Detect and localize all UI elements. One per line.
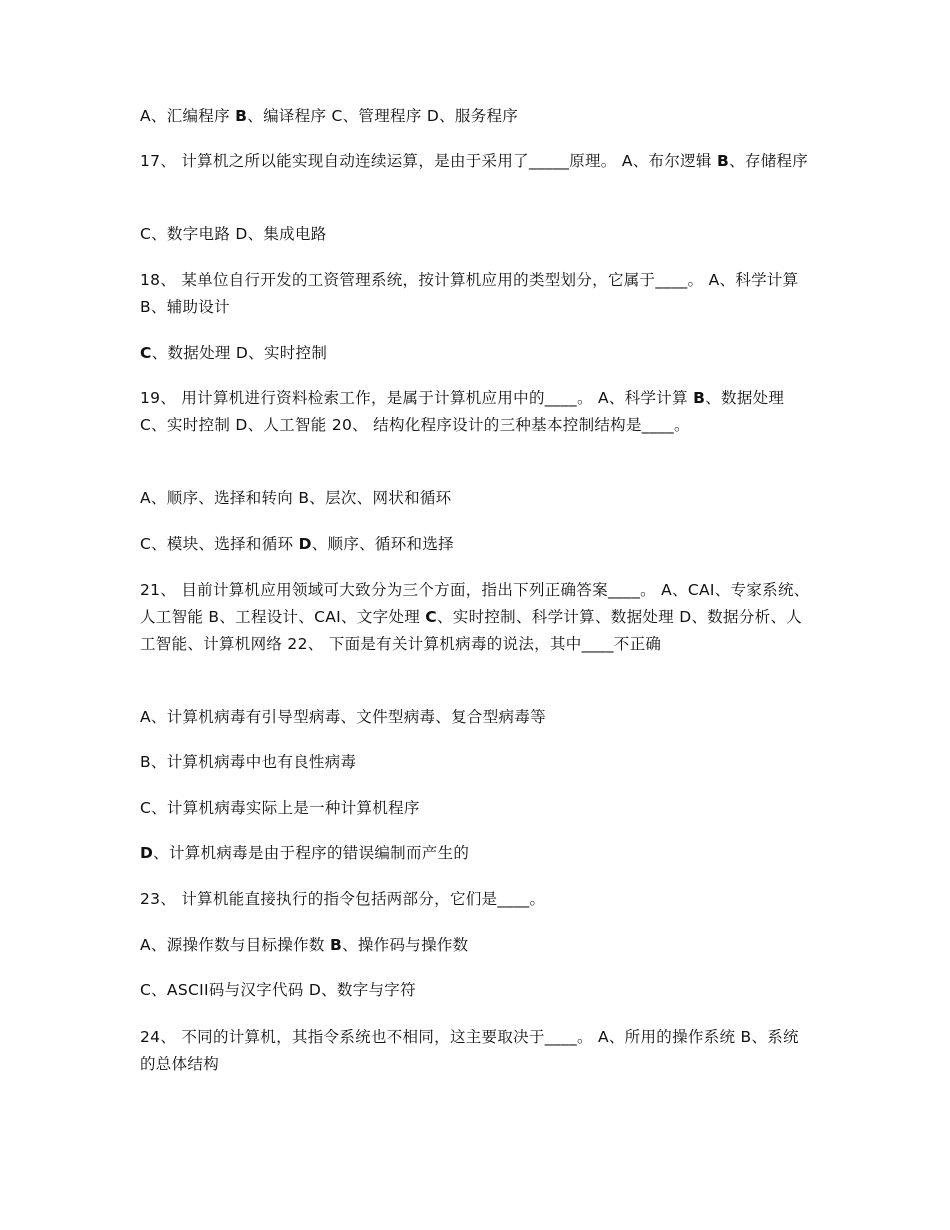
paragraph-q21-q22 [140, 577, 812, 658]
text-segment: 21、 目前计算机应用领域可大致分为三个方面，指出下列正确答案____。 A、CAI、专家系统、人工智能 B、工程设计、CAI、文字处理 [140, 581, 810, 626]
text-segment: A、汇编程序 [140, 107, 236, 125]
text-segment-bold: C [425, 608, 437, 626]
text-segment-bold: B [329, 936, 343, 954]
text-segment: 18、 某单位自行开发的工资管理系统，按计算机应用的类型划分，它属于____。 A、科学计算 B、辅助设计 [140, 271, 804, 316]
text-segment: 24、 不同的计算机，其指令系统也不相同，这主要取决于____。 A、所用的操作系统 B、系统的总体结构 [140, 1028, 799, 1073]
text-segment: 19、 用计算机进行资料检索工作，是属于计算机应用中的____。 A、科学计算 [140, 389, 694, 407]
paragraph-q22-option-b [140, 749, 812, 776]
text-segment: C、数字电路 D、集成电路 [140, 225, 327, 243]
text-segment: 、计算机病毒是由于程序的错误编制而产生的 [153, 844, 470, 862]
paragraph-q22-option-c [140, 795, 812, 822]
text-segment: A、计算机病毒有引导型病毒、文件型病毒、复合型病毒等 [140, 708, 546, 726]
text-segment-bold: B [716, 152, 730, 170]
paragraph-q23-options-a-b [140, 932, 812, 959]
text-segment: 、数据处理 D、实时控制 [151, 344, 328, 362]
text-segment-bold: B [693, 389, 706, 407]
text-segment: C、计算机病毒实际上是一种计算机程序 [140, 799, 420, 817]
text-segment: A、源操作数与目标操作数 [140, 936, 330, 954]
text-segment: 17、 计算机之所以能实现自动连续运算，是由于采用了_____原理。 A、布尔逻辑 [140, 152, 717, 170]
paragraph-q24 [140, 1024, 812, 1078]
text-segment: A、顺序、选择和转向 B、层次、网状和循环 [140, 489, 452, 507]
paragraph-q20-options-a-b [140, 485, 812, 512]
paragraph-q20-options-c-d [140, 531, 812, 558]
text-segment-bold: C [140, 344, 152, 362]
paragraph-q16-options [140, 103, 812, 130]
text-segment-bold: D [298, 535, 312, 553]
text-segment: 、编译程序 C、管理程序 D、服务程序 [247, 107, 519, 125]
text-segment: 、存储程序 [729, 152, 809, 170]
text-segment: C、ASCII码与汉字代码 D、数字与字符 [140, 981, 416, 999]
text-segment: B、计算机病毒中也有良性病毒 [140, 753, 357, 771]
paragraph-q18 [140, 267, 812, 321]
text-segment: 23、 计算机能直接执行的指令包括两部分，它们是____。 [140, 890, 546, 908]
text-segment: 、顺序、循环和选择 [311, 535, 454, 553]
paragraph-q18-options [140, 340, 812, 367]
paragraph-q17-options [140, 221, 812, 248]
text-segment: 、数据处理 C、实时控制 D、人工智能 20、 结构化程序设计的三种基本控制结构是____。 [140, 389, 790, 434]
text-segment-bold: B [235, 107, 248, 125]
text-segment: 、实时控制、科学计算、数据处理 D、数据分析、人工智能、计算机网络 22、 下面是有关计算机病毒的说法，其中____不正确 [140, 608, 803, 653]
paragraph-q23-options-c-d [140, 977, 812, 1004]
paragraph-q22-option-d [140, 840, 812, 867]
text-segment: C、模块、选择和循环 [140, 535, 299, 553]
paragraph-q17 [140, 148, 812, 175]
text-segment: 、操作码与操作数 [342, 936, 469, 954]
paragraph-q23 [140, 886, 812, 913]
paragraph-q19-q20 [140, 385, 812, 439]
paragraph-q22-option-a [140, 704, 812, 731]
text-segment-bold: D [140, 844, 154, 862]
